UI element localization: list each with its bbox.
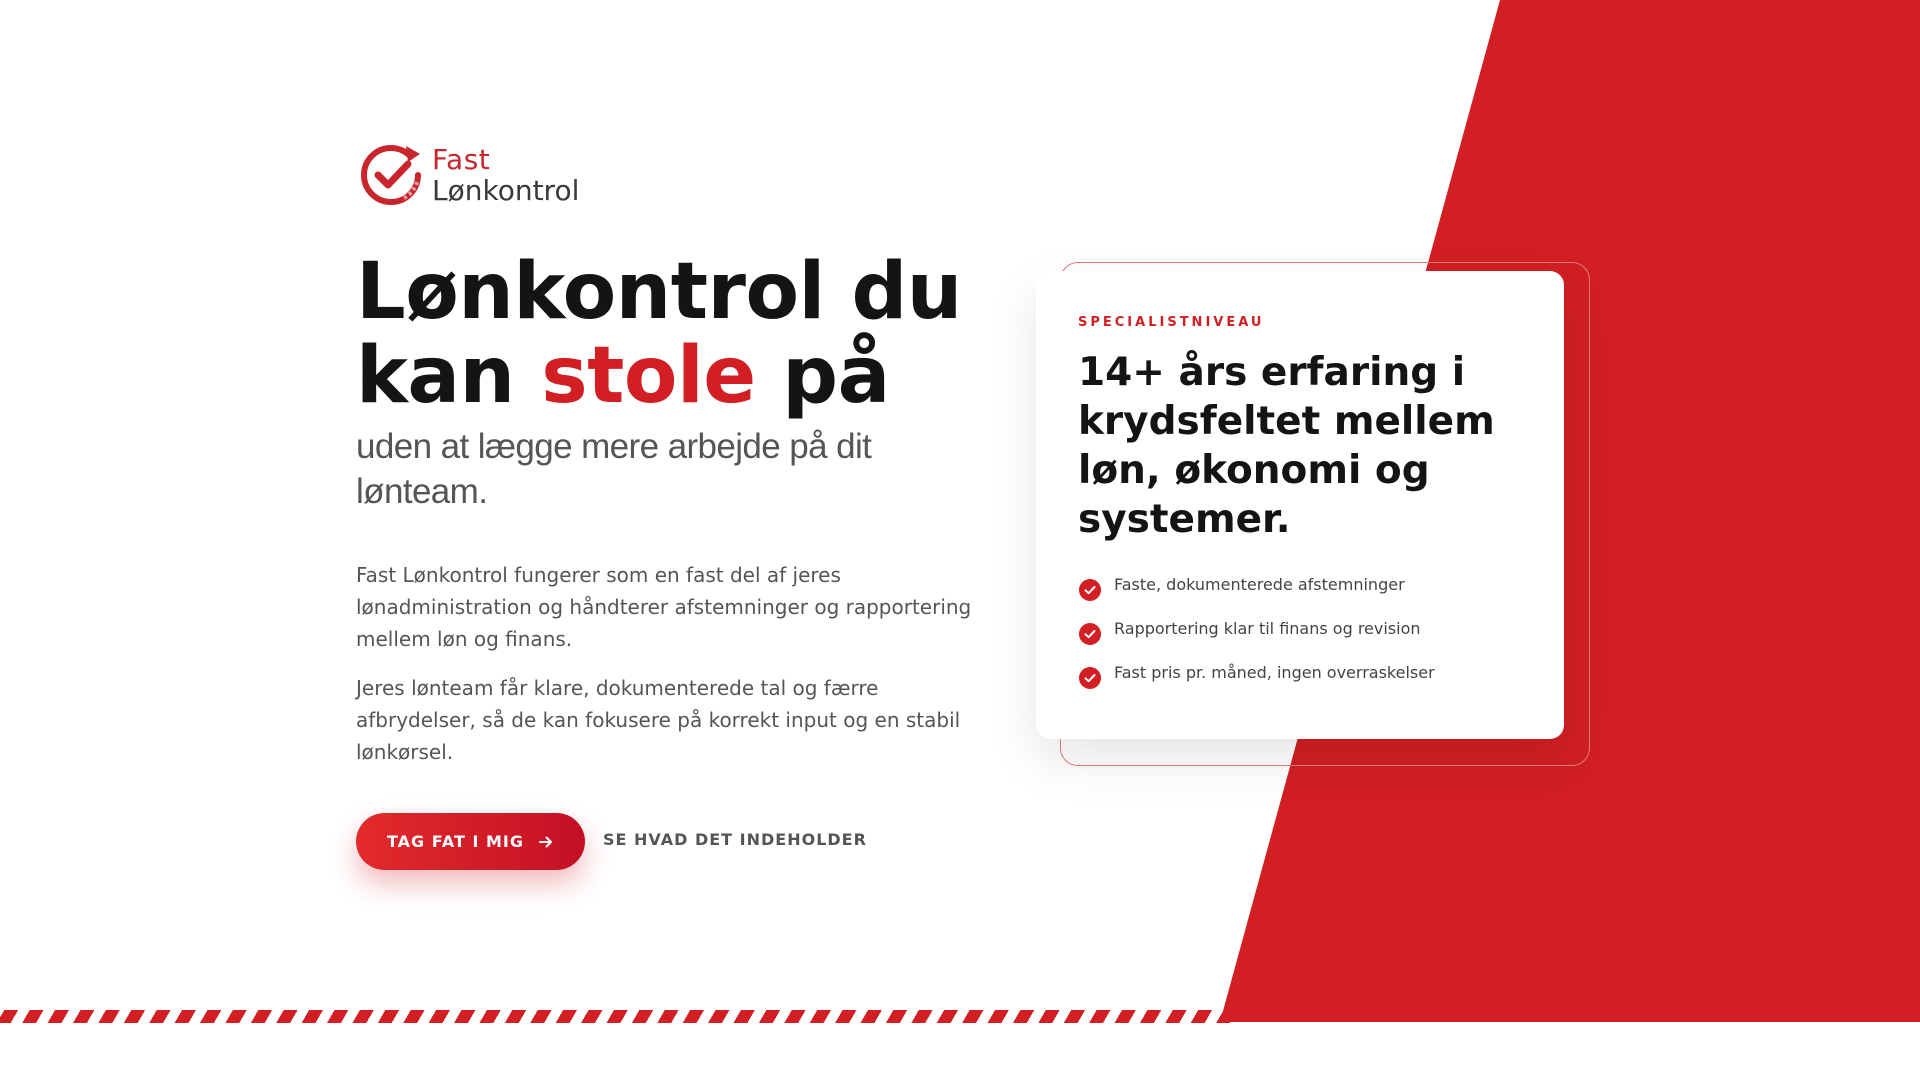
contact-me-button[interactable] [356, 813, 585, 870]
hero-title-part2: på [755, 331, 890, 421]
striped-divider [0, 1010, 1230, 1023]
check-circle-icon [1078, 666, 1102, 690]
logo-text-line2: Lønkontrol [432, 173, 580, 207]
logo-check-gauge-icon [356, 140, 426, 210]
specialist-card [1036, 271, 1564, 739]
intro-paragraph-1: Fast Lønkontrol fungerer som en fast del af jeres lønadministration og håndterer afstemninger og rapportering mellem løn og finans. [356, 563, 972, 651]
list-item [1078, 663, 1522, 690]
list-item-text: Faste, dokumenterede afstemninger [1114, 575, 1405, 594]
hero-title [356, 247, 1036, 421]
card-feature-list [1078, 575, 1522, 690]
logo-wordmark [432, 142, 580, 207]
list-item-text: Rapportering klar til finans og revision [1114, 619, 1421, 638]
contact-me-button-label: TAG FAT I MIG [386, 832, 524, 851]
hero-title-accent: stole [541, 331, 756, 421]
check-circle-icon [1078, 622, 1102, 646]
card-eyebrow: SPECIALISTNIVEAU [1078, 315, 1265, 330]
see-contents-link[interactable]: SE HVAD DET INDEHOLDER [603, 830, 867, 849]
hero-title-part1: Lønkontrol du kan [356, 247, 962, 421]
hero-subtitle: uden at lægge mere arbejde på dit lønteam. [356, 427, 872, 511]
intro-paragraph-2: Jeres lønteam får klare, dokumenterede tal og færre afbrydelser, så de kan fokusere på korrekt input og en stabil lønkørsel. [356, 676, 961, 764]
card-title: 14+ års erfaring i krydsfeltet mellem løn, økonomi og systemer. [1078, 350, 1495, 542]
list-item [1078, 575, 1522, 602]
check-circle-icon [1078, 578, 1102, 602]
list-item [1078, 619, 1522, 646]
list-item-text: Fast pris pr. måned, ingen overraskelser [1114, 663, 1435, 682]
brand-logo[interactable] [356, 140, 579, 210]
logo-text-line1: Fast [432, 142, 491, 176]
arrow-right-icon [538, 834, 554, 850]
